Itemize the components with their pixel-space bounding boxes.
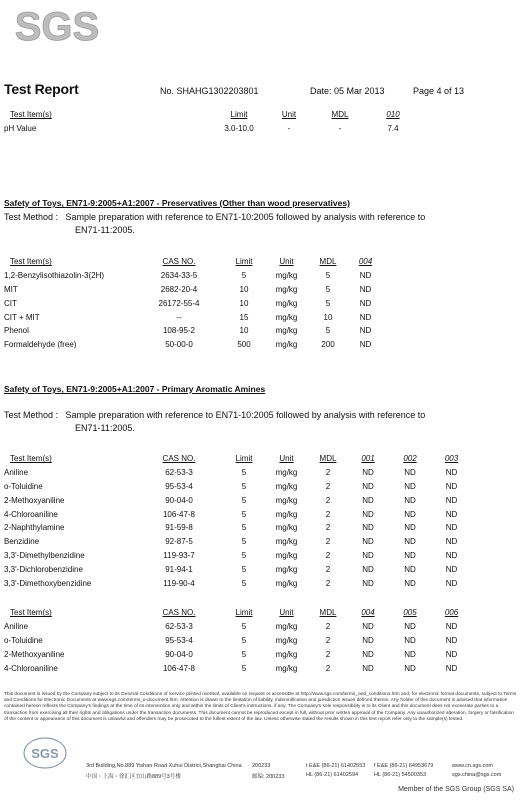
cell: 2-Methoxyaniline xyxy=(4,649,65,659)
cell: ND xyxy=(445,509,458,519)
method-text: EN71-11:2005. xyxy=(75,423,135,433)
cell: ND xyxy=(445,622,458,632)
cell: ND xyxy=(404,537,416,547)
col-header: Limit xyxy=(235,454,253,464)
postcode-cn: 邮编: 200233 xyxy=(252,774,285,780)
cell: mg/kg xyxy=(275,298,298,308)
cell: ND xyxy=(362,537,374,547)
cell: ND xyxy=(404,481,416,491)
cell: Benzidine xyxy=(4,537,40,547)
cell: 2 xyxy=(325,537,331,547)
cell: 62-53-3 xyxy=(165,468,193,478)
amines-method xyxy=(4,409,425,435)
table-row xyxy=(4,296,384,310)
report-number: No. SHAHG1302203801 xyxy=(160,86,259,96)
col-header: CAS NO. xyxy=(162,257,196,267)
cell: 5 xyxy=(241,635,247,645)
cell: 10 xyxy=(239,298,249,308)
cell: 91-94-1 xyxy=(165,564,193,574)
cell: mg/kg xyxy=(275,468,298,478)
table-row xyxy=(4,549,472,563)
cell: ND xyxy=(445,495,458,505)
website-link[interactable]: www.cn.sgs.com xyxy=(452,763,493,769)
cell: mg/kg xyxy=(275,649,298,659)
table-header xyxy=(4,452,472,466)
cell: ND xyxy=(404,663,416,673)
cell: 90-04-0 xyxy=(165,495,193,505)
cell: ND xyxy=(445,578,458,588)
cell: 5 xyxy=(241,622,247,632)
cell: 5 xyxy=(241,495,247,505)
cell: ND xyxy=(404,468,416,478)
cell: ND xyxy=(359,326,372,336)
cell: pH Value xyxy=(4,124,37,134)
member-note: Member of the SGS Group (SGS SA) xyxy=(398,786,514,793)
table-row xyxy=(4,466,472,480)
cell: ND xyxy=(404,622,416,632)
cell: CIT xyxy=(4,298,17,308)
cell: ND xyxy=(445,550,458,560)
cell: 5 xyxy=(241,537,247,547)
col-header: CAS NO. xyxy=(162,454,196,464)
cell: 15 xyxy=(239,312,249,322)
cell: 50-00-0 xyxy=(165,340,193,350)
cell: 2 xyxy=(325,468,331,478)
cell: ND xyxy=(445,537,458,547)
cell: 91-59-8 xyxy=(165,523,193,533)
col-header: Test Item(s) xyxy=(10,608,52,618)
table-row xyxy=(4,338,384,352)
cell: ND xyxy=(359,312,372,322)
cell: ND xyxy=(362,663,374,673)
cell: 5 xyxy=(241,550,247,560)
cell: ND xyxy=(362,495,374,505)
table-row xyxy=(4,634,472,648)
cell: 2 xyxy=(325,564,331,574)
cell: Phenol xyxy=(4,326,29,336)
cell: ND xyxy=(362,523,374,533)
col-header: MDL xyxy=(319,608,337,618)
cell: ND xyxy=(445,468,458,478)
fax-en: f E&E (86-21) 64953679 xyxy=(374,763,434,769)
col-header: Unit xyxy=(281,110,297,120)
table-header xyxy=(4,255,384,269)
cell: ND xyxy=(404,495,416,505)
cell: mg/kg xyxy=(275,578,298,588)
cell: CIT + MIT xyxy=(4,312,40,322)
cell: 2634-33-5 xyxy=(160,271,198,281)
cell: 200 xyxy=(321,340,335,350)
cell: mg/kg xyxy=(275,537,298,547)
method-label: Test Method : xyxy=(4,212,59,222)
cell: 2 xyxy=(325,663,331,673)
cell: ND xyxy=(359,298,372,308)
cell: 106-47-8 xyxy=(162,663,196,673)
cell: ND xyxy=(362,481,374,491)
cell: 7.4 xyxy=(387,124,399,134)
cell: 95-53-4 xyxy=(165,481,193,491)
cell: 5 xyxy=(241,578,247,588)
col-header: MDL xyxy=(319,257,337,267)
cell: 62-53-3 xyxy=(165,622,193,632)
method-text: EN71-11:2005. xyxy=(75,225,135,235)
cell: mg/kg xyxy=(275,663,298,673)
fax-cn: HL (86-21) 54500353 xyxy=(374,772,427,778)
cell: ND xyxy=(404,509,416,519)
cell: 5 xyxy=(325,284,331,294)
report-date: Date: 05 Mar 2013 xyxy=(310,86,385,96)
cell: 92-87-5 xyxy=(165,537,193,547)
cell: 2 xyxy=(325,481,331,491)
table-row xyxy=(4,620,472,634)
cell: 5 xyxy=(241,523,247,533)
cell: 5 xyxy=(241,663,247,673)
cell: mg/kg xyxy=(275,271,298,281)
method-text: Sample preparation with reference to EN71-10:2005 followed by analysis with reference to xyxy=(65,410,426,420)
table-row xyxy=(4,535,472,549)
col-header: Unit xyxy=(279,454,294,464)
table-row xyxy=(4,576,472,590)
postcode-en: 200233 xyxy=(252,763,271,769)
cell: 2 xyxy=(325,509,331,519)
cell: 5 xyxy=(241,468,247,478)
cell: ND xyxy=(445,523,458,533)
cell: 2682-20-4 xyxy=(160,284,198,294)
cell: ND xyxy=(359,271,372,281)
cell: mg/kg xyxy=(275,340,298,350)
cell: Aniline xyxy=(4,622,29,632)
table-row xyxy=(4,507,472,521)
amines-title: Safety of Toys, EN71-9:2005+A1:2007 - Primary Aromatic Amines xyxy=(4,384,266,394)
cell: mg/kg xyxy=(275,550,298,560)
cell: 5 xyxy=(241,509,247,519)
address-en: 3rd Building,No.889 Yishan Road Xuhui District,Shanghai China xyxy=(86,763,242,769)
cell: 500 xyxy=(237,340,251,350)
cell: mg/kg xyxy=(275,284,298,294)
cell: mg/kg xyxy=(275,509,298,519)
tel-en: t E&E (86-21) 61402553 xyxy=(306,763,366,769)
col-header: 004 xyxy=(361,608,375,618)
cell: 90-04-0 xyxy=(165,649,193,659)
ph-table xyxy=(4,108,484,136)
cell: 5 xyxy=(241,564,247,574)
table-row xyxy=(4,521,472,535)
cell: ND xyxy=(445,649,458,659)
cell: 2 xyxy=(325,578,331,588)
cell: ND xyxy=(362,509,374,519)
col-header: Test Item(s) xyxy=(10,454,52,464)
cell: 2 xyxy=(325,550,331,560)
cell: ND xyxy=(362,550,374,560)
table-row xyxy=(4,661,472,675)
sgs-logo xyxy=(4,2,110,50)
cell: 2-Methoxyaniline xyxy=(4,495,65,505)
cell: mg/kg xyxy=(275,635,298,645)
cell: ND xyxy=(362,468,374,478)
cell: 5 xyxy=(241,649,247,659)
preservatives-table xyxy=(4,255,384,352)
cell: mg/kg xyxy=(275,481,298,491)
cell: Formaldehyde (free) xyxy=(4,340,77,350)
cell: mg/kg xyxy=(275,622,298,632)
cell: 10 xyxy=(239,326,249,336)
cell: 119-90-4 xyxy=(163,578,195,588)
cell: 108-95-2 xyxy=(162,326,196,336)
cell: 4-Chloroaniline xyxy=(4,509,58,519)
cell: ND xyxy=(362,578,374,588)
svg-text:SGS: SGS xyxy=(14,5,100,49)
table-header xyxy=(4,606,472,620)
cell: 2 xyxy=(325,635,331,645)
cell: ND xyxy=(404,635,416,645)
preservatives-title: Safety of Toys, EN71-9:2005+A1:2007 - Preservatives (Other than wood preservatives) xyxy=(4,198,350,208)
col-header: Limit xyxy=(230,110,248,120)
cell: 5 xyxy=(325,326,331,336)
amines-table-2 xyxy=(4,606,472,675)
legal-disclaimer: This document is issued by the Company subject to its General Conditions of Service printed overleaf, available on request or accessible at http://www.sgs.com/terms_and_conditions.htm and, for electronic format documents, subject to Terms and Conditions for Electronic Documents at www.sgs.com/terms_e-document.htm. Attention is drawn to the limitation of liability, indemnification and jurisdiction issues defined therein. Any holder of this document is advised that information contained hereon reflects the Company's findings at the time of its intervention only and within the limits of Client's instructions, if any. The Company's sole responsibility is to its Client and this document does not exonerate parties to a transaction from exercising all their rights and obligations under the transaction documents. This document cannot be reproduced except in full, without prior written approval of the Company. Any unauthorized alteration, forgery or falsification of the content or appearance of this document is unlawful and offenders may be prosecuted to the fullest extent of the law. Unless otherwise stated the results shown in this test report refer only to the sample(s) tested. xyxy=(4,692,517,722)
col-header: Test Item(s) xyxy=(10,257,52,267)
table-row xyxy=(4,122,484,136)
table-row xyxy=(4,269,384,283)
method-text: Sample preparation with reference to EN71-10:2005 followed by analysis with reference to xyxy=(65,212,426,222)
cell: ND xyxy=(362,622,374,632)
cell: ND xyxy=(362,564,374,574)
cell: 26172-55-4 xyxy=(158,298,200,308)
amines-table-1 xyxy=(4,452,472,590)
cell: 2-Naphthylamine xyxy=(4,523,65,533)
col-header: 006 xyxy=(444,608,459,618)
cell: ND xyxy=(404,523,416,533)
cell: -- xyxy=(176,312,182,322)
cell: mg/kg xyxy=(275,495,298,505)
table-row xyxy=(4,480,472,494)
report-title: Test Report xyxy=(4,81,79,97)
col-header: 010 xyxy=(386,110,400,120)
cell: 1,2-Benzylisothiazolin-3(2H) xyxy=(4,271,105,281)
email-link[interactable]: sgs.china@sgs.com xyxy=(452,772,502,778)
cell: ND xyxy=(445,564,458,574)
cell: Aniline xyxy=(4,468,29,478)
col-header: 001 xyxy=(361,454,375,464)
preservatives-method xyxy=(4,211,425,237)
cell: mg/kg xyxy=(275,564,298,574)
page-number: Page 4 of 13 xyxy=(413,86,465,96)
col-header: Unit xyxy=(279,257,294,267)
cell: mg/kg xyxy=(275,523,298,533)
table-row xyxy=(4,324,384,338)
table-row xyxy=(4,310,384,324)
col-header: Limit xyxy=(235,257,253,267)
col-header: 002 xyxy=(403,454,417,464)
col-header: Limit xyxy=(235,608,253,618)
cell: ND xyxy=(359,340,372,350)
cell: mg/kg xyxy=(275,326,298,336)
cell: 5 xyxy=(241,271,247,281)
cell: MIT xyxy=(4,284,18,294)
col-header: 003 xyxy=(444,454,459,464)
tel-cn: HL (86-21) 61402594 xyxy=(306,772,359,778)
cell: ND xyxy=(445,635,458,645)
col-header: Unit xyxy=(279,608,294,618)
table-row xyxy=(4,647,472,661)
table-row xyxy=(4,562,472,576)
cell: 2 xyxy=(325,523,331,533)
col-header: 005 xyxy=(403,608,417,618)
cell: ND xyxy=(404,578,416,588)
sgs-stamp-icon xyxy=(22,736,68,770)
cell: 5 xyxy=(241,481,247,491)
cell: ND xyxy=(445,663,458,673)
cell: 5 xyxy=(325,298,331,308)
cell: 3,3'-Dimethylbenzidine xyxy=(4,550,85,560)
cell: mg/kg xyxy=(275,312,298,322)
table-row xyxy=(4,493,472,507)
cell: ND xyxy=(404,550,416,560)
cell: 119-93-7 xyxy=(163,550,195,560)
cell: ND xyxy=(362,635,374,645)
cell: - xyxy=(338,124,342,134)
col-header: 004 xyxy=(358,257,373,267)
col-header: CAS NO. xyxy=(162,608,196,618)
cell: 10 xyxy=(239,284,249,294)
cell: 2 xyxy=(325,622,331,632)
cell: 4-Chloroaniline xyxy=(4,663,58,673)
cell: 106-47-8 xyxy=(162,509,196,519)
method-label: Test Method : xyxy=(4,410,59,420)
col-header: Test Item(s) xyxy=(10,110,52,120)
cell: ND xyxy=(404,649,416,659)
cell: 3,3'-Dimethoxybenzidine xyxy=(4,578,92,588)
address-cn: 中国・上海・徐汇区宜山路889号3号楼 xyxy=(86,774,181,780)
cell: ND xyxy=(362,649,374,659)
cell: ND xyxy=(404,564,416,574)
cell: 2 xyxy=(325,649,331,659)
cell: 2 xyxy=(325,495,331,505)
cell: ND xyxy=(359,284,372,294)
cell: ND xyxy=(445,481,458,491)
col-header: MDL xyxy=(319,454,337,464)
svg-text:SGS: SGS xyxy=(31,746,59,761)
cell: 5 xyxy=(325,271,331,281)
cell: 3.0-10.0 xyxy=(224,124,254,134)
cell: o-Toluidine xyxy=(4,481,43,491)
cell: - xyxy=(287,124,291,134)
cell: o-Toluidine xyxy=(4,635,43,645)
cell: 95-53-4 xyxy=(165,635,193,645)
cell: 3,3'-Dichlorobenzidine xyxy=(4,564,83,574)
col-header: MDL xyxy=(331,110,349,120)
cell: 10 xyxy=(323,312,333,322)
table-row xyxy=(4,283,384,297)
ph-table-header xyxy=(4,108,484,122)
